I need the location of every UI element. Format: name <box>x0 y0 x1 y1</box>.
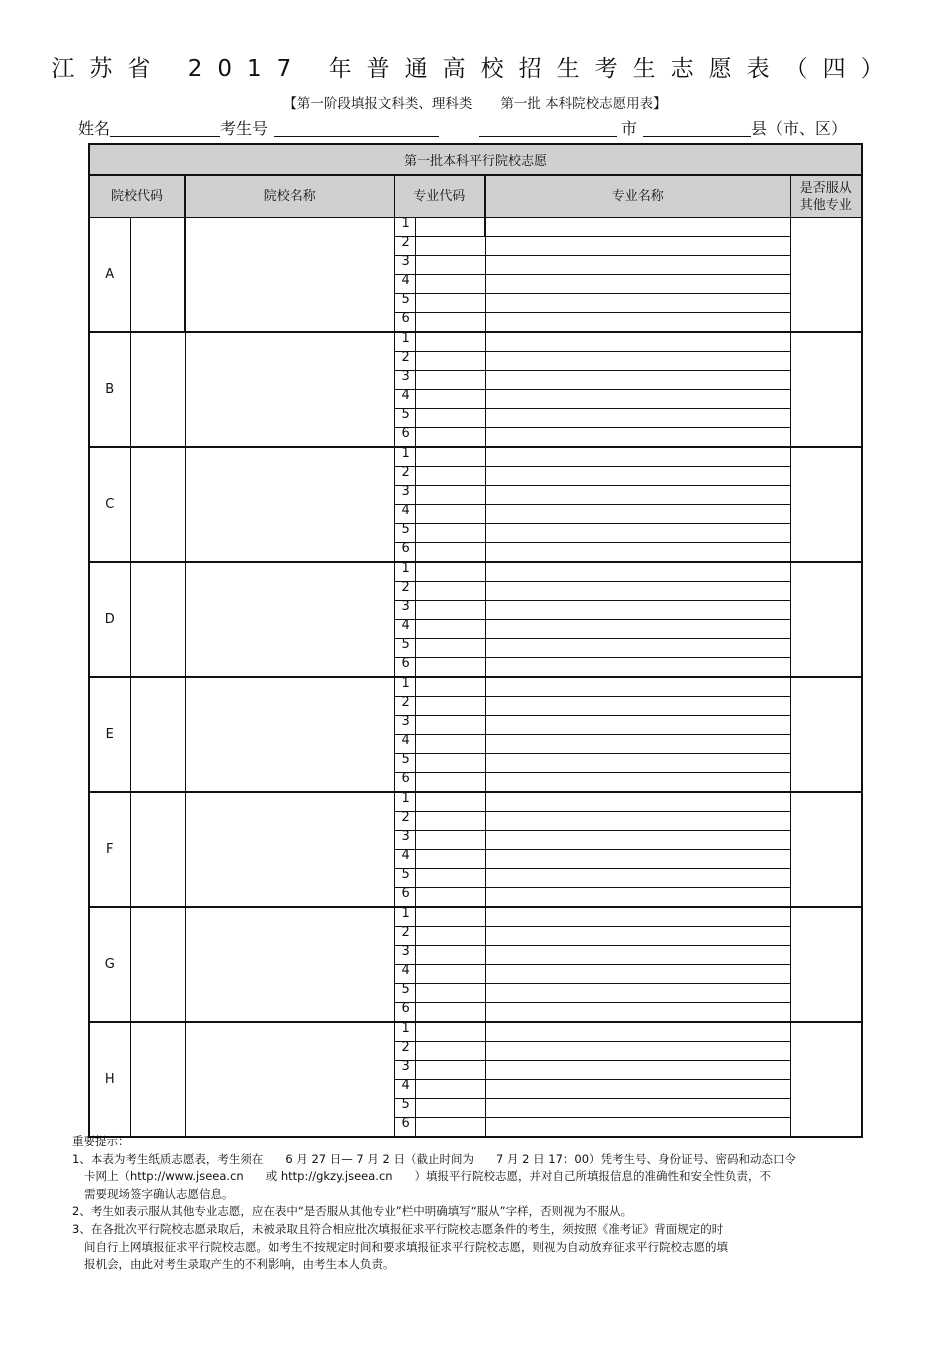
major-name-cell[interactable] <box>485 237 790 256</box>
major-index: 3 <box>394 716 415 735</box>
major-code-cell[interactable] <box>415 697 485 716</box>
major-name-cell[interactable] <box>485 677 790 697</box>
major-code-cell[interactable] <box>415 352 485 371</box>
major-index: 2 <box>394 812 415 831</box>
major-code-cell[interactable] <box>415 428 485 448</box>
major-index: 1 <box>394 1022 415 1042</box>
major-index: 2 <box>394 237 415 256</box>
major-code-cell[interactable] <box>415 1061 485 1080</box>
important-notes <box>72 1133 872 1274</box>
county-label: 县（市、区） <box>751 119 848 138</box>
major-index: 4 <box>394 735 415 754</box>
major-code-cell[interactable] <box>415 658 485 678</box>
obey-other-cell[interactable] <box>790 332 862 447</box>
major-name-cell[interactable] <box>485 1022 790 1042</box>
section-title: 第一批本科平行院校志愿 <box>89 144 862 175</box>
table-row <box>89 562 862 582</box>
group-label: D <box>89 562 130 677</box>
major-name-cell[interactable] <box>485 447 790 467</box>
major-code-cell[interactable] <box>415 505 485 524</box>
major-code-cell[interactable] <box>415 927 485 946</box>
notes-heading: 重要提示： <box>72 1134 130 1148</box>
group-label: C <box>89 447 130 562</box>
name-field[interactable] <box>110 120 220 137</box>
major-name-cell[interactable] <box>485 505 790 524</box>
major-name-cell[interactable] <box>485 390 790 409</box>
major-name-cell[interactable] <box>485 1080 790 1099</box>
col-school-name: 院校名称 <box>185 175 394 218</box>
major-code-cell[interactable] <box>415 409 485 428</box>
major-name-cell[interactable] <box>485 1099 790 1118</box>
major-code-cell[interactable] <box>415 467 485 486</box>
table-row <box>89 677 862 697</box>
table-row <box>89 792 862 812</box>
major-name-cell[interactable] <box>485 927 790 946</box>
major-name-cell[interactable] <box>485 965 790 984</box>
major-index: 4 <box>394 620 415 639</box>
major-name-cell[interactable] <box>485 773 790 793</box>
major-index: 4 <box>394 275 415 294</box>
major-code-cell[interactable] <box>415 1042 485 1061</box>
major-name-cell[interactable] <box>485 792 790 812</box>
major-code-cell[interactable] <box>415 601 485 620</box>
major-index: 3 <box>394 831 415 850</box>
major-index: 6 <box>394 313 415 333</box>
major-name-cell[interactable] <box>485 831 790 850</box>
major-index: 5 <box>394 639 415 658</box>
major-name-cell[interactable] <box>485 313 790 333</box>
major-code-cell[interactable] <box>415 390 485 409</box>
major-index: 2 <box>394 1042 415 1061</box>
school-code-cell[interactable] <box>130 218 185 333</box>
obey-other-cell[interactable] <box>790 218 862 333</box>
major-index: 1 <box>394 677 415 697</box>
exam-no-label: 考生号 <box>220 119 269 138</box>
major-code-cell[interactable] <box>415 869 485 888</box>
note-3-end: 报机会，由此对考生录取产生的不利影响，由考生本人负责。 <box>84 1257 395 1272</box>
col-school-code: 院校代码 <box>89 175 185 218</box>
major-name-cell[interactable] <box>485 620 790 639</box>
group-label: F <box>89 792 130 907</box>
major-code-cell[interactable] <box>415 486 485 505</box>
major-name-cell[interactable] <box>485 218 790 237</box>
obey-other-cell[interactable] <box>790 447 862 562</box>
jseea-link[interactable]: http://www.jseea.cn <box>130 1169 244 1184</box>
note-1-end: 需要现场签字确认志愿信息。 <box>84 1186 234 1201</box>
note-1-cont: 卡网上（http://www.jseea.cn 或 http://gkzy.jseea.cn ）填报平行院校志愿，并对自己所填报信息的准确性和安全性负责，不 <box>84 1169 772 1184</box>
school-name-cell[interactable] <box>185 332 394 447</box>
table-row <box>89 907 862 927</box>
major-index: 5 <box>394 409 415 428</box>
school-code-cell[interactable] <box>130 562 185 677</box>
school-name-cell[interactable] <box>185 562 394 677</box>
major-code-cell[interactable] <box>415 582 485 601</box>
major-index: 4 <box>394 505 415 524</box>
major-name-cell[interactable] <box>485 735 790 754</box>
major-index: 1 <box>394 332 415 352</box>
major-index: 4 <box>394 850 415 869</box>
major-name-cell[interactable] <box>485 543 790 563</box>
major-index: 6 <box>394 543 415 563</box>
major-index: 5 <box>394 754 415 773</box>
major-index: 3 <box>394 371 415 390</box>
major-index: 4 <box>394 1080 415 1099</box>
major-name-cell[interactable] <box>485 275 790 294</box>
table-row <box>89 218 862 237</box>
major-code-cell[interactable] <box>415 1099 485 1118</box>
major-code-cell[interactable] <box>415 237 485 256</box>
group-label: B <box>89 332 130 447</box>
major-code-cell[interactable] <box>415 888 485 908</box>
major-index: 1 <box>394 218 415 237</box>
major-name-cell[interactable] <box>485 984 790 1003</box>
major-name-cell[interactable] <box>485 716 790 735</box>
major-name-cell[interactable] <box>485 850 790 869</box>
note-3: 3、在各批次平行院校志愿录取后，未被录取且符合相应批次填报征求平行院校志愿条件的考生，须按照《准考证》背面规定的时 <box>72 1221 724 1236</box>
school-code-cell[interactable] <box>130 907 185 1022</box>
col-major-name: 专业名称 <box>485 175 790 218</box>
col-obey-other: 是否服从 其他专业 <box>790 175 862 218</box>
school-code-cell[interactable] <box>130 447 185 562</box>
table-row <box>89 332 862 352</box>
school-code-cell[interactable] <box>130 332 185 447</box>
major-code-cell[interactable] <box>415 332 485 352</box>
major-code-cell[interactable] <box>415 1022 485 1042</box>
major-index: 2 <box>394 697 415 716</box>
major-index: 4 <box>394 390 415 409</box>
major-code-cell[interactable] <box>415 946 485 965</box>
major-code-cell[interactable] <box>415 831 485 850</box>
major-index: 6 <box>394 773 415 793</box>
school-code-cell[interactable] <box>130 677 185 792</box>
major-index: 3 <box>394 946 415 965</box>
application-table <box>88 143 863 1138</box>
major-name-cell[interactable] <box>485 256 790 275</box>
major-code-cell[interactable] <box>415 256 485 275</box>
school-code-cell[interactable] <box>130 792 185 907</box>
major-code-cell[interactable] <box>415 792 485 812</box>
major-index: 2 <box>394 927 415 946</box>
major-index: 5 <box>394 524 415 543</box>
major-index: 1 <box>394 562 415 582</box>
gkzy-link[interactable]: http://gkzy.jseea.cn <box>280 1169 393 1184</box>
major-index: 6 <box>394 658 415 678</box>
school-name-cell[interactable] <box>185 792 394 907</box>
major-index: 6 <box>394 1003 415 1023</box>
major-name-cell[interactable] <box>485 467 790 486</box>
group-label: G <box>89 907 130 1022</box>
major-index: 5 <box>394 869 415 888</box>
note-2: 2、考生如表示服从其他专业志愿，应在表中“是否服从其他专业”栏中明确填写“服从”字样，否则视为不服从。 <box>72 1204 633 1219</box>
form-title: 江苏省 2017 年普通高校招生考生志愿表（四） <box>51 56 899 82</box>
note-1: 1、本表为考生纸质志愿表，考生须在 6 月 27 日— 7 月 2 日（截止时间为 7 月 2 日 17：00）凭考生号、身份证号、密码和动态口令 <box>72 1151 797 1166</box>
group-label: H <box>89 1022 130 1137</box>
major-code-cell[interactable] <box>415 754 485 773</box>
major-name-cell[interactable] <box>485 1061 790 1080</box>
major-code-cell[interactable] <box>415 965 485 984</box>
major-code-cell[interactable] <box>415 1003 485 1023</box>
major-name-cell[interactable] <box>485 869 790 888</box>
major-code-cell[interactable] <box>415 447 485 467</box>
major-name-cell[interactable] <box>485 332 790 352</box>
major-code-cell[interactable] <box>415 812 485 831</box>
major-index: 4 <box>394 965 415 984</box>
major-code-cell[interactable] <box>415 639 485 658</box>
major-name-cell[interactable] <box>485 812 790 831</box>
major-code-cell[interactable] <box>415 735 485 754</box>
major-code-cell[interactable] <box>415 850 485 869</box>
major-code-cell[interactable] <box>415 313 485 333</box>
school-name-cell[interactable] <box>185 907 394 1022</box>
major-code-cell[interactable] <box>415 677 485 697</box>
major-index: 2 <box>394 352 415 371</box>
obey-other-cell[interactable] <box>790 562 862 677</box>
major-code-cell[interactable] <box>415 716 485 735</box>
obey-other-cell[interactable] <box>790 792 862 907</box>
subtitle-right: 第一批 本科院校志愿用表】 <box>500 96 667 112</box>
note-3-cont: 间自行上网填报征求平行院校志愿。如考生不按规定时间和要求填报征求平行院校志愿，则视为自动放弃征求平行院校志愿的填 <box>84 1239 728 1254</box>
major-name-cell[interactable] <box>485 371 790 390</box>
major-index: 3 <box>394 486 415 505</box>
candidate-info-line <box>78 116 868 139</box>
major-index: 3 <box>394 1061 415 1080</box>
major-index: 5 <box>394 984 415 1003</box>
major-name-cell[interactable] <box>485 486 790 505</box>
major-index: 2 <box>394 582 415 601</box>
major-code-cell[interactable] <box>415 218 485 237</box>
major-code-cell[interactable] <box>415 294 485 313</box>
major-name-cell[interactable] <box>485 946 790 965</box>
major-index: 5 <box>394 1099 415 1118</box>
school-name-cell[interactable] <box>185 447 394 562</box>
major-index: 6 <box>394 888 415 908</box>
major-name-cell[interactable] <box>485 639 790 658</box>
major-name-cell[interactable] <box>485 562 790 582</box>
major-name-cell[interactable] <box>485 524 790 543</box>
major-code-cell[interactable] <box>415 1080 485 1099</box>
major-code-cell[interactable] <box>415 620 485 639</box>
major-name-cell[interactable] <box>485 409 790 428</box>
school-name-cell[interactable] <box>185 677 394 792</box>
major-name-cell[interactable] <box>485 888 790 908</box>
school-name-cell[interactable] <box>185 218 394 333</box>
major-code-cell[interactable] <box>415 524 485 543</box>
major-name-cell[interactable] <box>485 601 790 620</box>
major-code-cell[interactable] <box>415 543 485 563</box>
group-label: E <box>89 677 130 792</box>
major-name-cell[interactable] <box>485 1003 790 1023</box>
major-code-cell[interactable] <box>415 275 485 294</box>
city-field[interactable] <box>479 120 617 137</box>
major-name-cell[interactable] <box>485 658 790 678</box>
major-name-cell[interactable] <box>485 294 790 313</box>
form-subtitle <box>0 92 950 112</box>
major-code-cell[interactable] <box>415 562 485 582</box>
school-code-cell[interactable] <box>130 1022 185 1137</box>
school-name-cell[interactable] <box>185 1022 394 1137</box>
major-code-cell[interactable] <box>415 371 485 390</box>
table-row <box>89 447 862 467</box>
major-name-cell[interactable] <box>485 907 790 927</box>
group-label: A <box>89 218 130 333</box>
major-index: 3 <box>394 256 415 275</box>
col-major-code: 专业代码 <box>394 175 485 218</box>
major-code-cell[interactable] <box>415 984 485 1003</box>
major-name-cell[interactable] <box>485 697 790 716</box>
major-index: 1 <box>394 907 415 927</box>
major-name-cell[interactable] <box>485 1042 790 1061</box>
major-index: 2 <box>394 467 415 486</box>
major-index: 5 <box>394 294 415 313</box>
table-row <box>89 1022 862 1042</box>
obey-other-cell[interactable] <box>790 907 862 1022</box>
name-label: 姓名 <box>78 119 111 138</box>
major-index: 6 <box>394 428 415 448</box>
major-name-cell[interactable] <box>485 582 790 601</box>
major-index: 6 <box>394 1118 415 1138</box>
obey-other-cell[interactable] <box>790 1022 862 1137</box>
major-index: 3 <box>394 601 415 620</box>
major-name-cell[interactable] <box>485 428 790 448</box>
major-index: 1 <box>394 792 415 812</box>
subtitle-left: 【第一阶段填报文科类、理科类 <box>283 96 473 112</box>
major-name-cell[interactable] <box>485 754 790 773</box>
obey-other-cell[interactable] <box>790 677 862 792</box>
major-name-cell[interactable] <box>485 352 790 371</box>
county-field[interactable] <box>643 120 751 137</box>
exam-no-field[interactable] <box>274 120 439 137</box>
major-index: 1 <box>394 447 415 467</box>
city-label: 市 <box>621 119 638 138</box>
major-code-cell[interactable] <box>415 773 485 793</box>
major-code-cell[interactable] <box>415 907 485 927</box>
